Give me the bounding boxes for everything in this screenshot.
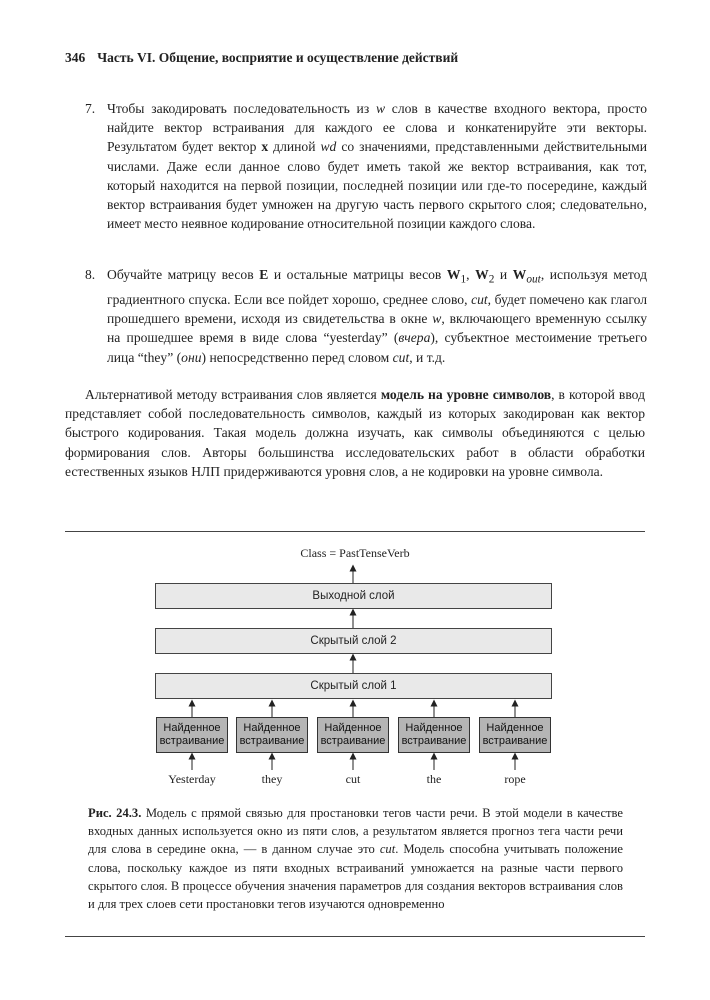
list-number: 7.	[85, 101, 96, 116]
embedding-label-line2: встраивание	[401, 735, 467, 747]
input-word: rope	[504, 772, 526, 786]
input-word: Yesterday	[168, 772, 216, 786]
subscript: out	[526, 273, 541, 286]
text-run: Модель с прямой связью для простановки тегов части речи. В этой модели в качестве входных данных используется окно из пяти слов, а результатом является прогноз тега части речи для слова в середине окна, — в данном случае это	[88, 806, 623, 857]
hidden-layer-1-label: Скрытый слой 1	[310, 680, 397, 692]
math-matrix: W	[446, 267, 461, 282]
embedding-label-line1: Найденное	[243, 722, 301, 734]
text-run: Альтернативой методу встраивания слов является	[85, 387, 381, 402]
embedding-label-line2: встраивание	[239, 735, 305, 747]
input-word: the	[426, 772, 442, 786]
text-run: и	[494, 267, 513, 282]
text-run: , в которой ввод представляет собой последовательность символов, каждый из которых закодирован как вектор быстрого кодирования. Такая модель должна изучать, как символы объединяются с целью формирования слов. Авторы большинства исследовательских работ в области обработки естественных языков НЛП придерживаются уровня слов, а не кодировки на уровне символа.	[65, 387, 646, 479]
class-output-label: Class = PastTenseVerb	[300, 546, 410, 560]
figure-bottom-rule	[65, 936, 645, 937]
math-matrix: E	[259, 267, 269, 282]
italic-word: вчера	[398, 330, 431, 346]
embedding-box	[398, 717, 470, 753]
text-run: ), субъектное местоимение третьего лица “they” (	[107, 330, 647, 365]
text-run: , используя метод градиентного спуска. Если все пойдет хорошо, среднее слово,	[107, 267, 648, 307]
embedding-label-line1: Найденное	[324, 722, 382, 734]
embedding-label-line1: Найденное	[163, 722, 221, 734]
output-layer-box	[155, 583, 552, 609]
text-run: ,	[466, 267, 476, 282]
italic-word: cut	[471, 291, 488, 307]
embedding-box	[236, 717, 308, 753]
page-number: 346	[65, 50, 86, 65]
italic-word: cut	[392, 349, 410, 365]
output-layer-label: Выходной слой	[312, 590, 395, 602]
embedding-box	[479, 717, 551, 753]
text-run: и остальные матрицы весов	[268, 267, 447, 282]
chapter-title: Часть VI. Общение, восприятие и осуществление действий	[97, 50, 459, 65]
caption-label: Рис. 24.3.	[88, 806, 142, 820]
text-run: , и т.д.	[409, 349, 446, 365]
math-matrix: W	[512, 267, 527, 282]
italic-word: они	[181, 349, 202, 365]
text-run: длиной	[268, 139, 321, 155]
embedding-box	[317, 717, 389, 753]
text-run: , включающего временную ссылку на прошедшее время в виде слова “yesterday” (	[107, 311, 647, 346]
figure-caption	[88, 804, 623, 913]
text-run: , будет помечено как глагол прошедшего времени, исходя из свидетельства в окне	[107, 291, 647, 327]
bold-term: модель на уровне символов	[380, 387, 552, 402]
input-word: they	[261, 772, 283, 786]
embedding-label-line2: встраивание	[482, 735, 548, 747]
subscript: 1	[460, 273, 467, 286]
text-run: Обучайте матрицу весов	[107, 267, 260, 282]
text-run: ) непосредственно перед словом	[201, 349, 393, 365]
text-run: со значениями, представленными действительными числами. Даже если данное слово будет иметь такой же вектор встраивания, как тот, который находится на первой позиции, последней позиции или где-то посередине, каждый вектор встраивания будет умножен на другую часть первого скрытого слоя; следовательно, имеет место неявное кодирование относительной позиции каждого слова.	[107, 139, 647, 232]
math-vector: x	[261, 139, 269, 155]
hidden-layer-2-box	[155, 628, 552, 654]
italic-word: cut	[379, 842, 396, 857]
text-run: слов в качестве входного вектора, просто найдите вектор встраивания для каждого ее слова и конкатенируйте эти векторы. Результатом будет вектор	[107, 101, 647, 155]
hidden-layer-2-label: Скрытый слой 2	[310, 635, 397, 647]
subscript: 2	[488, 273, 495, 286]
input-word: cut	[345, 772, 361, 786]
list-number: 8.	[85, 267, 96, 282]
embedding-label-line1: Найденное	[405, 722, 463, 734]
hidden-layer-1-box	[155, 673, 552, 699]
math-var: w	[375, 101, 386, 116]
math-var: wd	[320, 139, 337, 155]
math-matrix: W	[475, 267, 489, 282]
embedding-label-line2: встраивание	[320, 735, 386, 747]
text-run: Чтобы закодировать последовательность из	[107, 101, 376, 116]
embedding-label-line1: Найденное	[486, 722, 544, 734]
math-var: w	[432, 311, 442, 327]
embedding-label-line2: встраивание	[159, 735, 225, 747]
embedding-box	[156, 717, 228, 753]
text-run: . Модель способна учитывать положение слова, поскольку каждое из пяти входных встраиваний умножается на разные части первого скрытого слоя. В процессе обучения значения параметров для создания векторов встраивания слов и для трех слоев сети простановки тегов изучаются одновременно	[88, 842, 623, 912]
